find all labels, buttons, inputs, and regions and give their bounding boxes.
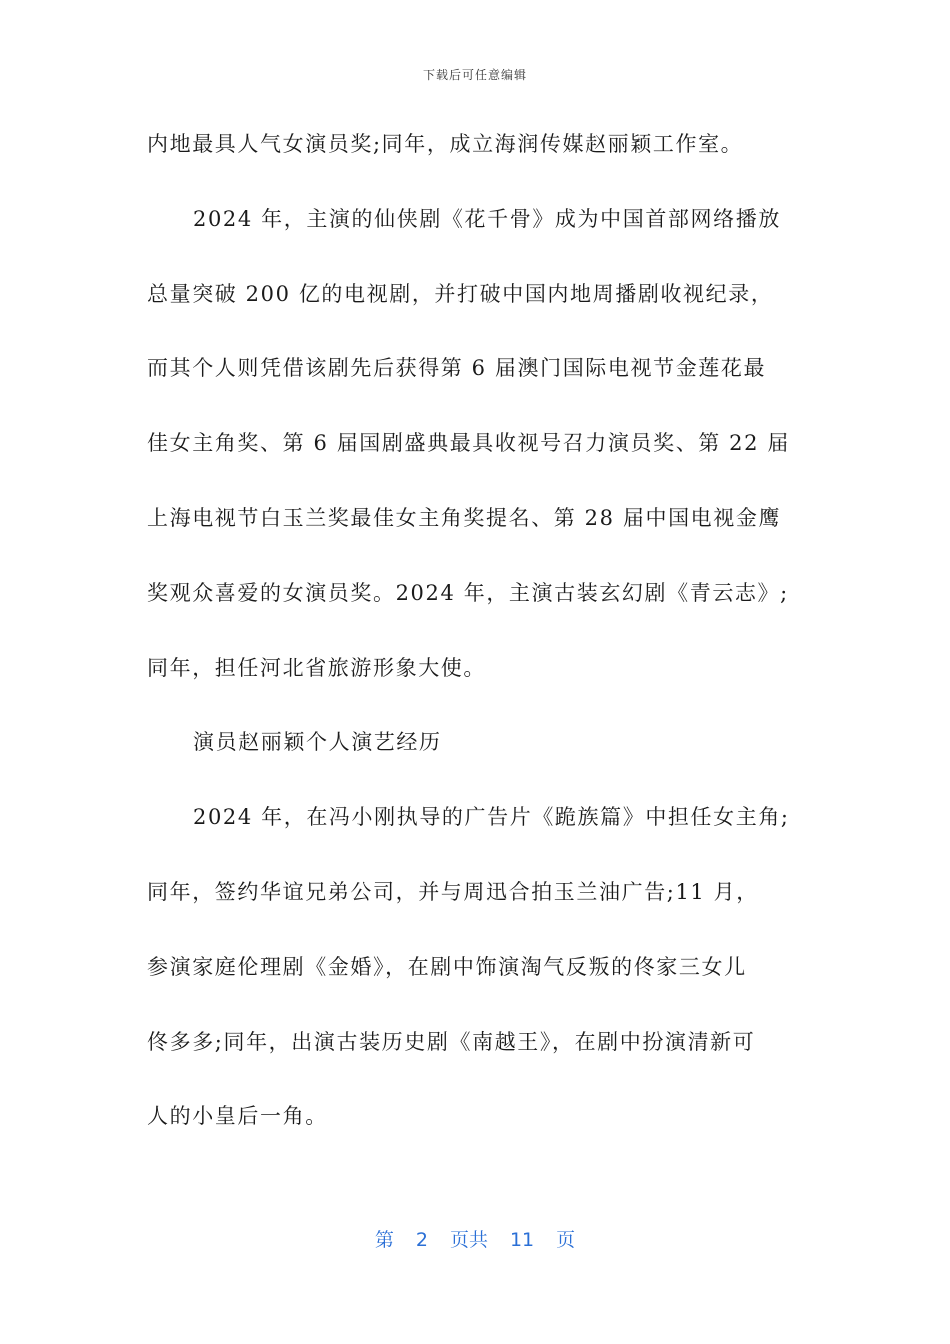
- page-footer: [0, 1225, 950, 1252]
- text-line: 上海电视节白玉兰奖最佳女主角奖提名、第 28 届中国电视金鹰: [147, 505, 782, 530]
- page-header: 下载后可任意编辑: [422, 68, 527, 82]
- footer-middle: 页共: [449, 1229, 488, 1251]
- text-line: 内地最具人气女演员奖;同年，成立海润传媒赵丽颖工作室。: [147, 132, 744, 156]
- text-line: 佳女主角奖、第 6 届国剧盛典最具收视号召力演员奖、第 22 届: [147, 431, 790, 456]
- footer-prefix: 第: [374, 1229, 394, 1251]
- section-heading: 演员赵丽颖个人演艺经历: [193, 730, 442, 755]
- body-text: [147, 124, 817, 1171]
- text-line: 2024 年，在冯小刚执导的广告片《跪族篇》中担任女主角;: [193, 805, 790, 830]
- total-pages: 11: [509, 1229, 535, 1251]
- text-line: 佟多多;同年，出演古装历史剧《南越王》，在剧中扮演清新可: [147, 1029, 756, 1054]
- page-number: 2: [415, 1229, 428, 1251]
- footer-suffix: 页: [556, 1229, 576, 1251]
- text-line: 人的小皇后一角。: [147, 1104, 328, 1129]
- text-line: 2024 年，主演的仙侠剧《花千骨》成为中国首部网络播放: [193, 206, 781, 231]
- text-line: 奖观众喜爱的女演员奖。2024 年，主演古装玄幻剧《青云志》;: [147, 580, 789, 605]
- text-line: 参演家庭伦理剧《金婚》，在剧中饰演淘气反叛的佟家三女儿: [147, 954, 747, 979]
- text-line: 同年，签约华谊兄弟公司，并与周迅合拍玉兰油广告;11 月，: [147, 879, 759, 904]
- text-line: 总量突破 200 亿的电视剧，并打破中国内地周播剧收视纪录，: [147, 281, 774, 306]
- text-line: 同年，担任河北省旅游形象大使。: [147, 655, 486, 680]
- text-line: 而其个人则凭借该剧先后获得第 6 届澳门国际电视节金莲花最: [147, 356, 767, 381]
